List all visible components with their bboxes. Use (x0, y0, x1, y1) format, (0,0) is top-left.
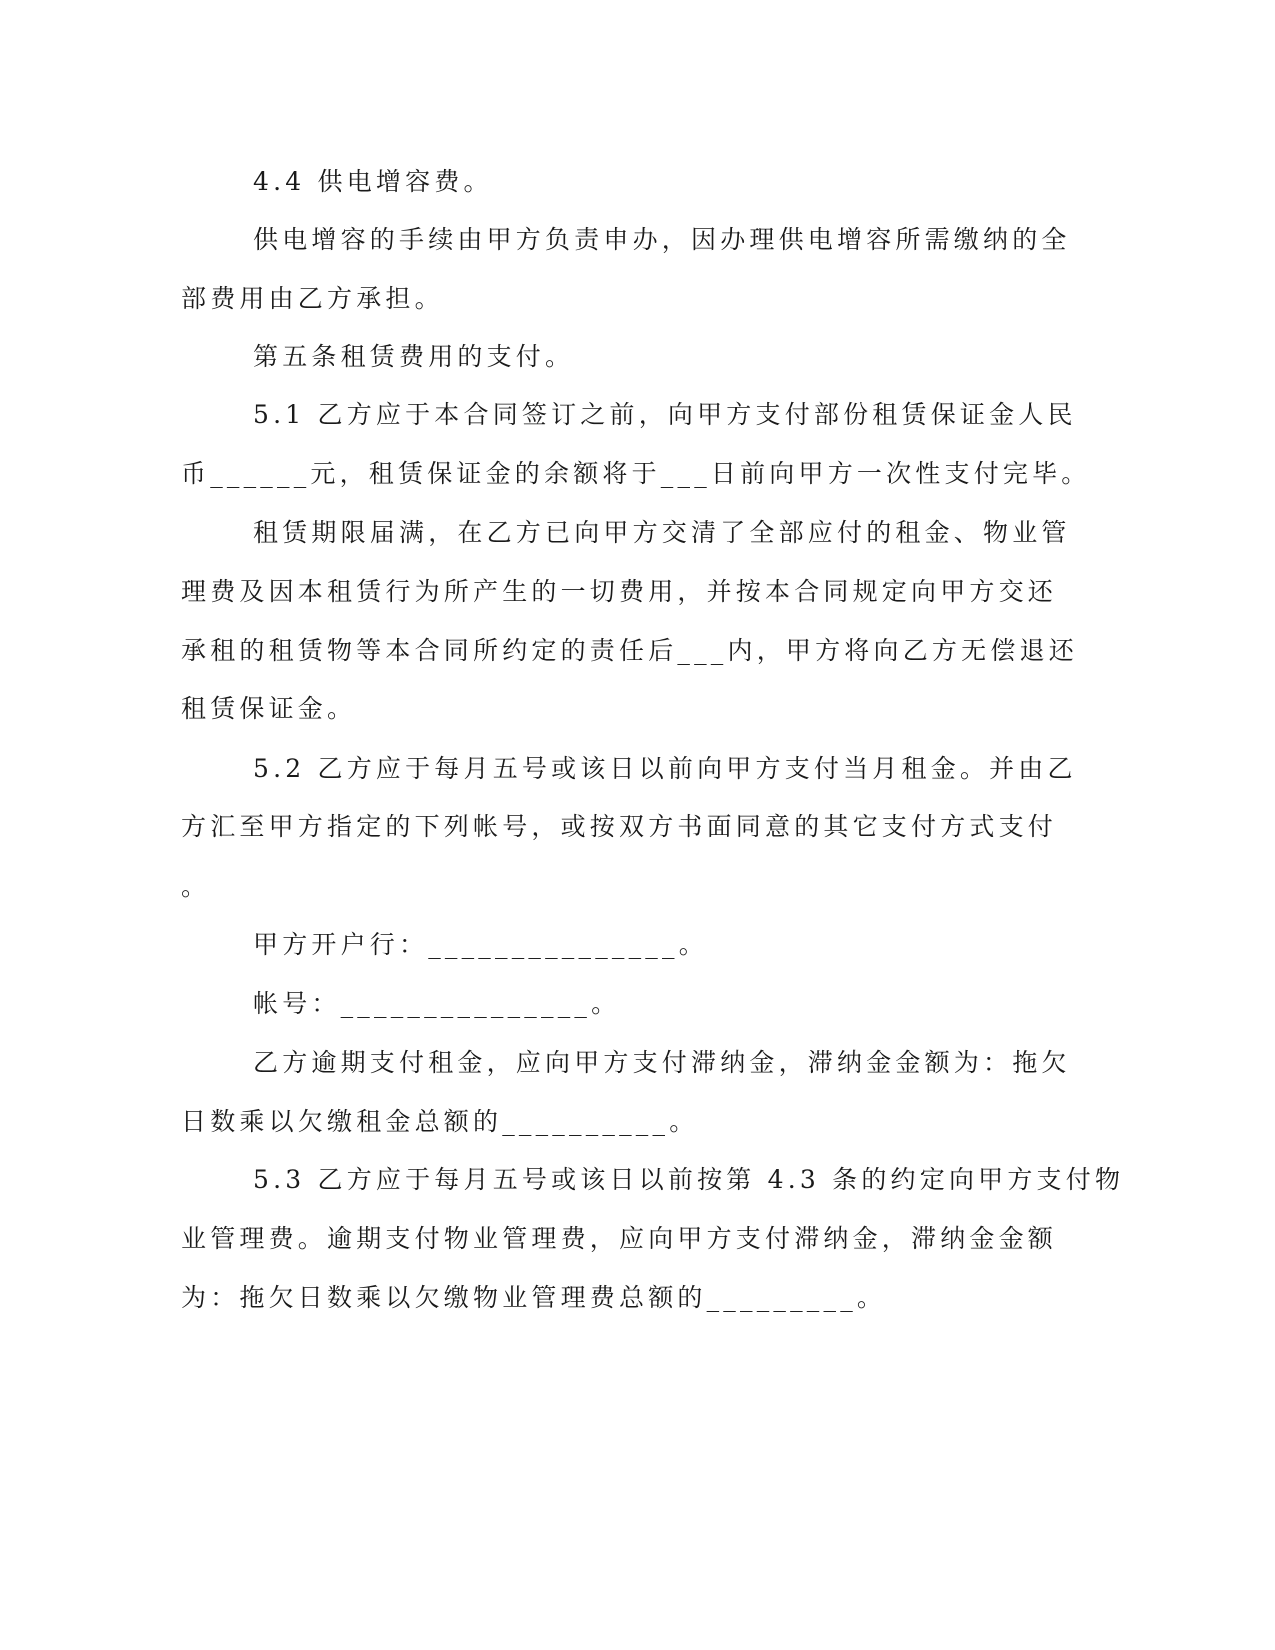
bank-field-line: 甲方开户行：_______________。 (253, 930, 708, 959)
paragraph-line: 承租的租赁物等本合同所约定的责任后___内，甲方将向乙方无偿退还 (181, 636, 1078, 665)
paragraph-line: 供电增容的手续由甲方负责申办，因办理供电增容所需缴纳的全 (253, 225, 1071, 254)
paragraph-line: 币______元，租赁保证金的余额将于___日前向甲方一次性支付完毕。 (181, 459, 1091, 488)
paragraph-line: 租赁期限届满，在乙方已向甲方交清了全部应付的租金、物业管 (253, 518, 1071, 547)
paragraph-line: 业管理费。逾期支付物业管理费，应向甲方支付滞纳金，滞纳金金额 (181, 1224, 1058, 1253)
account-field-line: 帐号：_______________。 (253, 989, 621, 1018)
article-5-heading: 第五条租赁费用的支付。 (253, 342, 575, 371)
paragraph-line: 租赁保证金。 (181, 694, 357, 723)
paragraph-line: 5.2 乙方应于每月五号或该日以前向甲方支付当月租金。并由乙 (253, 754, 1077, 783)
paragraph-line: 5.1 乙方应于本合同签订之前，向甲方支付部份租赁保证金人民 (253, 400, 1077, 429)
paragraph-line: 部费用由乙方承担。 (181, 284, 444, 313)
paragraph-line: 方汇至甲方指定的下列帐号，或按双方书面同意的其它支付方式支付 (181, 812, 1058, 841)
paragraph-line: 5.3 乙方应于每月五号或该日以前按第 4.3 条的约定向甲方支付物 (253, 1165, 1125, 1194)
paragraph-line: 。 (181, 872, 211, 901)
paragraph-line: 乙方逾期支付租金，应向甲方支付滞纳金，滞纳金金额为：拖欠 (253, 1048, 1071, 1077)
paragraph-line: 为：拖欠日数乘以欠缴物业管理费总额的_________。 (181, 1283, 887, 1312)
section-4-4-heading: 4.4 供电增容费。 (253, 167, 493, 196)
paragraph-line: 日数乘以欠缴租金总额的__________。 (181, 1107, 699, 1136)
paragraph-line: 理费及因本租赁行为所产生的一切费用，并按本合同规定向甲方交还 (181, 577, 1058, 606)
